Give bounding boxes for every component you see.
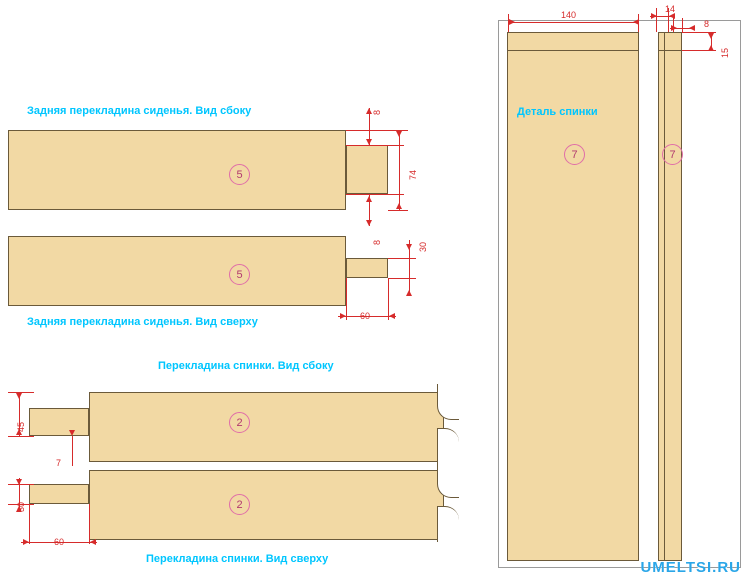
dim-panel-thickness: 15 <box>720 47 730 58</box>
back-detail-label: Деталь спинки <box>517 106 598 118</box>
dim-back-top-tenon-length: 60 <box>54 537 65 547</box>
dim-seat-top-tenon-thickness: 8 <box>372 239 382 245</box>
seat-rail-top-body <box>8 236 346 306</box>
dim-panel-width: 140 <box>561 10 577 20</box>
back-rail-top-body <box>89 470 444 540</box>
back-rail-top-tenon <box>29 484 89 504</box>
dim-seat-top-width: 30 <box>418 241 428 252</box>
seat-rail-side-tenon <box>346 145 388 194</box>
callout-back-panel-wide: 7 <box>564 144 585 165</box>
dim-back-side-height: 45 <box>16 421 26 432</box>
seat-rail-side-body <box>8 130 346 210</box>
callout-back-rail-side: 2 <box>229 412 250 433</box>
back-rail-side-label: Перекладина спинки. Вид сбоку <box>158 360 334 372</box>
dim-panel-narrow-width: 8 <box>704 19 710 29</box>
back-rail-top-label: Перекладина спинки. Вид сверху <box>146 553 329 565</box>
back-rail-side-notch-2 <box>437 428 459 464</box>
back-rail-top-notch-2 <box>437 506 459 542</box>
dim-back-side-tenon: 7 <box>56 458 62 468</box>
back-rail-side-notch <box>437 384 459 420</box>
callout-back-rail-top: 2 <box>229 494 250 515</box>
seat-rail-top-tenon <box>346 258 388 278</box>
dim-seat-side-height: 74 <box>408 169 418 180</box>
back-rail-side-tenon <box>29 408 89 436</box>
dim-seat-top-tenon-length: 60 <box>360 311 371 321</box>
callout-back-panel-narrow: 7 <box>662 144 683 165</box>
back-rail-top-notch <box>437 462 459 498</box>
seat-rail-top-label: Задняя перекладина сиденья. Вид сверху <box>27 316 258 328</box>
callout-seat-rail-side: 5 <box>229 164 250 185</box>
callout-seat-rail-top: 5 <box>229 264 250 285</box>
back-rail-side-body <box>89 392 444 462</box>
dim-seat-side-tenon-thickness: 8 <box>372 109 382 115</box>
dim-back-top-width: 30 <box>16 501 26 512</box>
dim-panel-gap: 14 <box>665 4 676 14</box>
watermark: UMELTSI.RU <box>640 559 741 576</box>
back-panel-narrow <box>658 32 682 561</box>
seat-rail-side-label: Задняя перекладина сиденья. Вид сбоку <box>27 105 252 117</box>
